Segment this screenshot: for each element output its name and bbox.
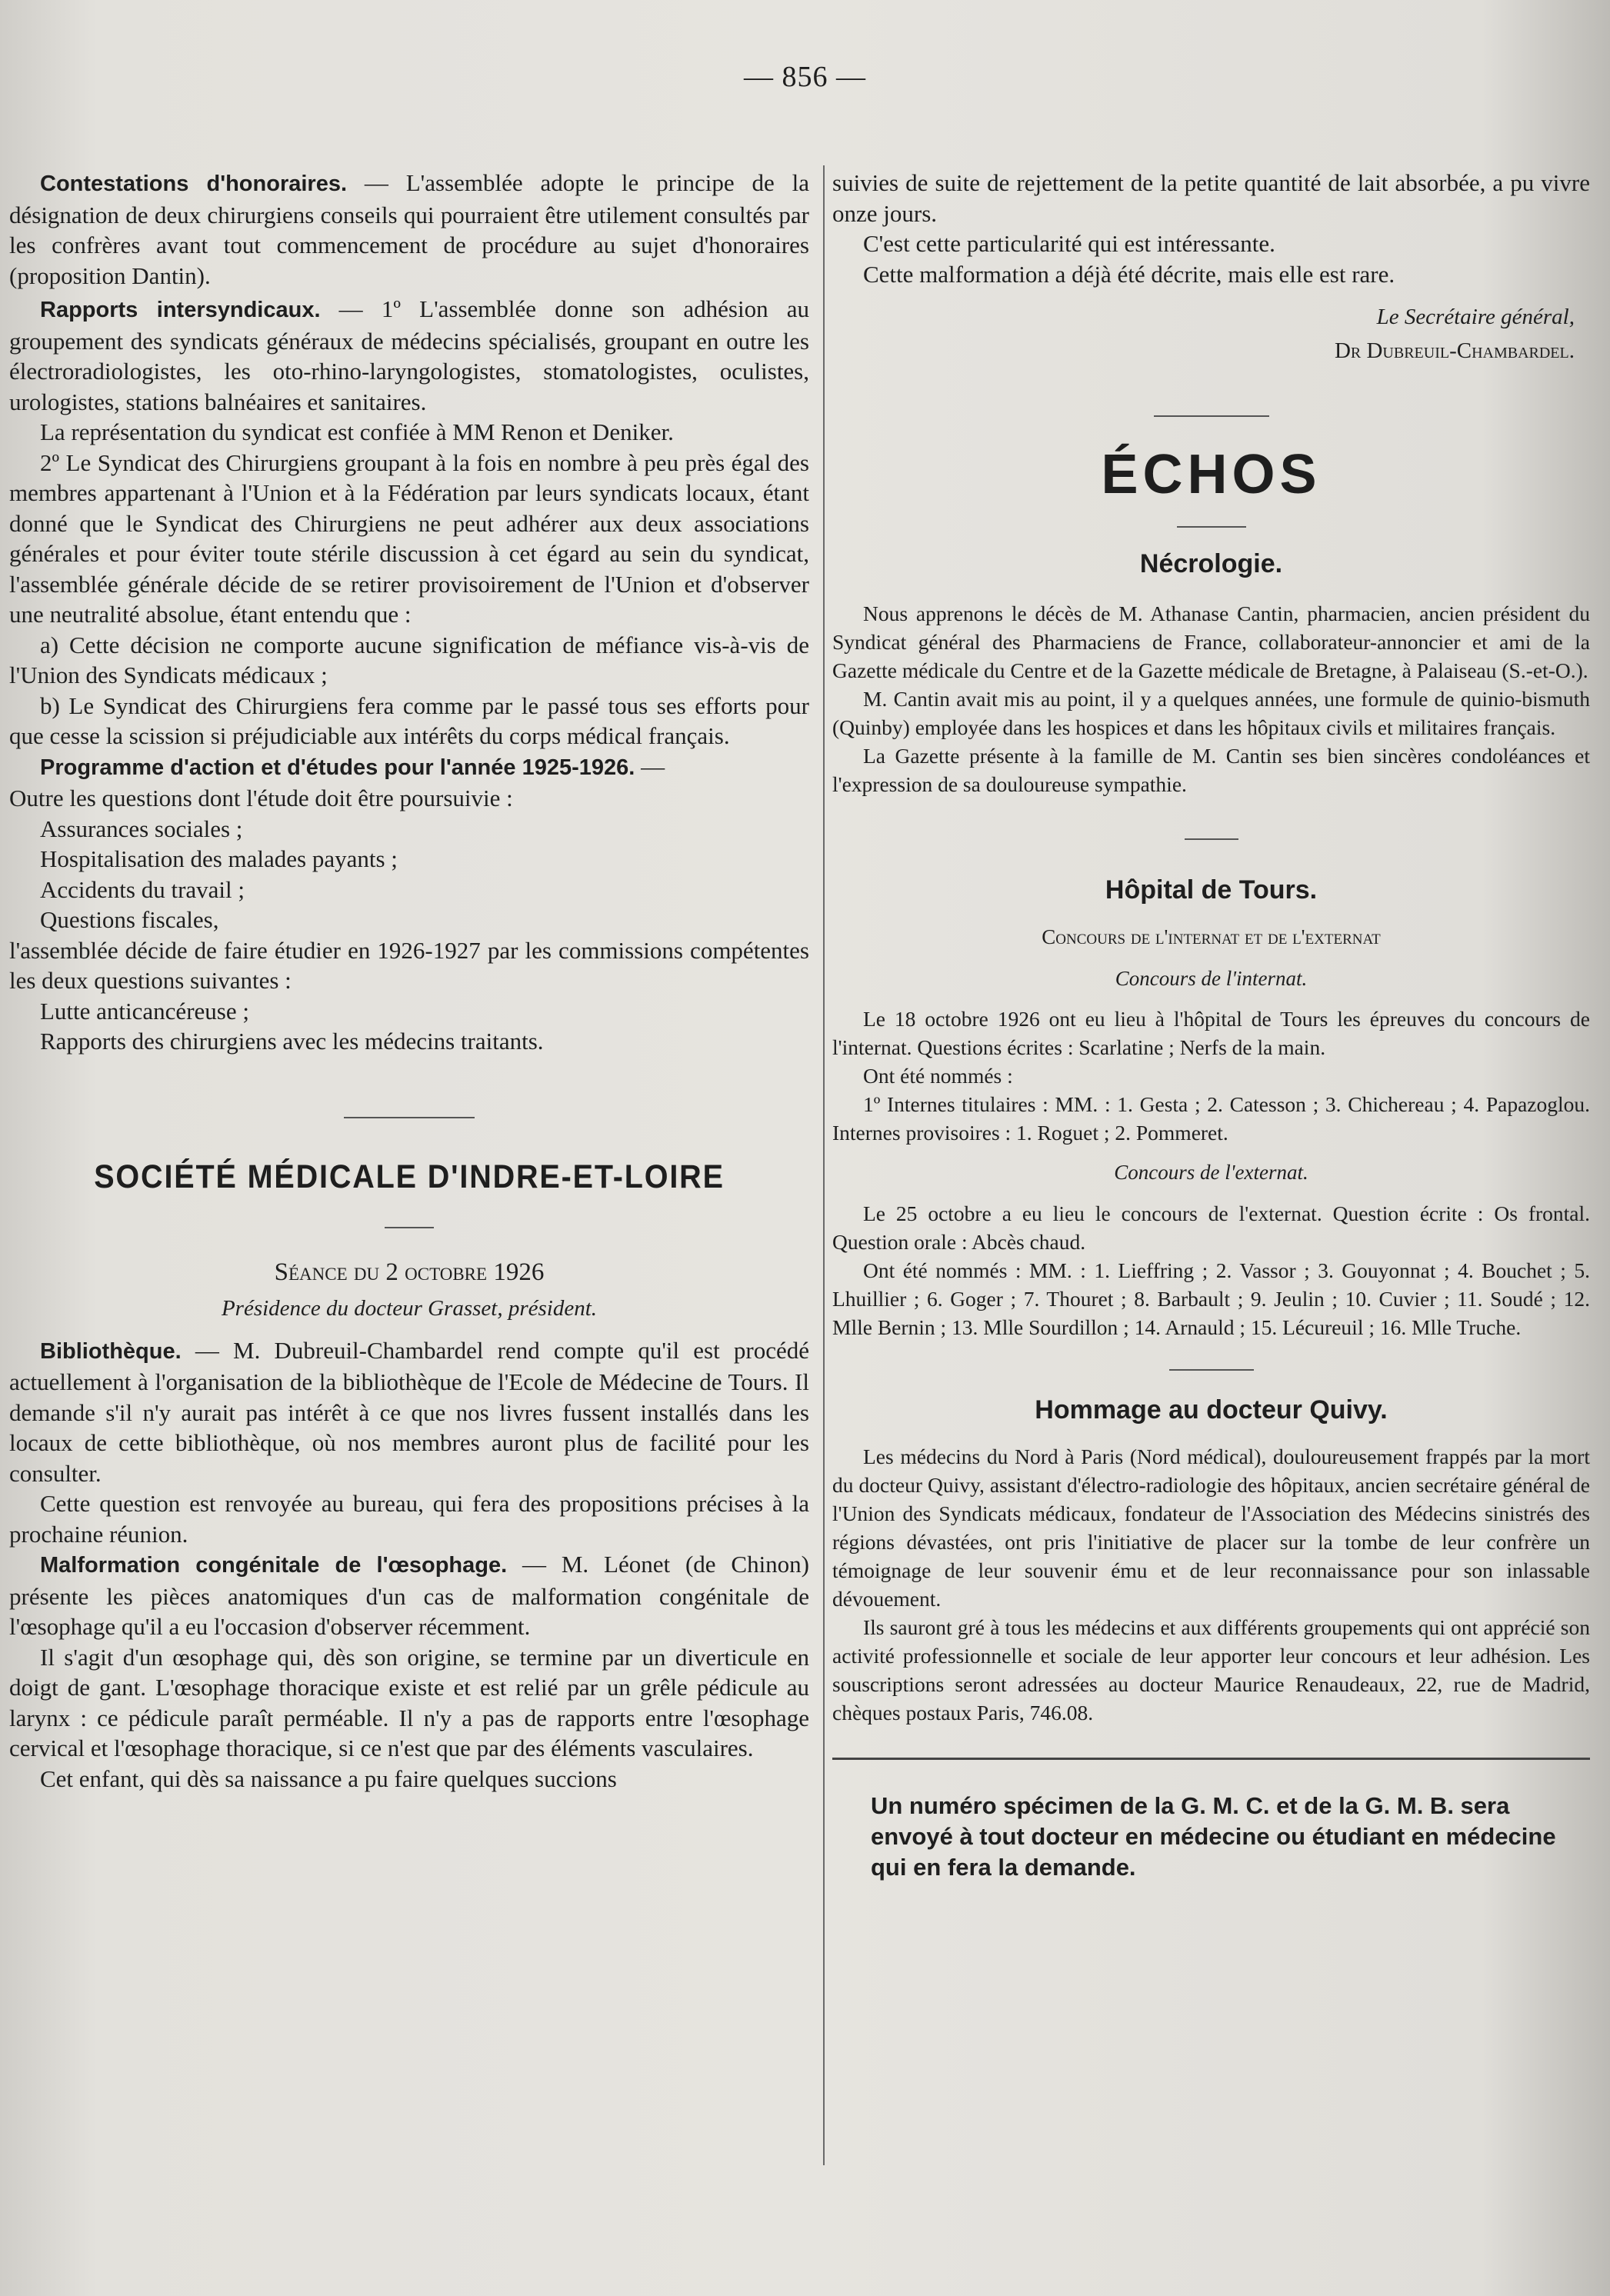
- internat-subtitle: Concours de l'internat.: [1115, 966, 1308, 990]
- specimen-notice: [832, 1791, 1590, 1883]
- section-rule: [1154, 415, 1269, 417]
- paragraph: a) Cette décision ne comporte aucune signification de méfiance vis-à-vis de l'Union des Syndicats médicaux ;: [9, 631, 809, 688]
- paragraph: Les médecins du Nord à Paris (Nord médical), douloureusement frappés par la mort du docteur Quivy, assistant d'électro-radiologie des hôpitaux, ancien secrétaire général de l'Union des Syndicats médicaux, fondateur de l'Association des Médecins sinistrés des régions dévastées, ont pris l'initiative de placer sur la tombe de leur confrère un témoignage de leur souvenir ému et de leur reconnaissance pour son inlassable dévouement.: [832, 1444, 1590, 1611]
- concours-title: Concours de l'internat et de l'externat: [1042, 925, 1381, 948]
- hommage-body: [832, 1442, 1590, 1727]
- paragraph: 1º Internes titulaires : MM. : 1. Gesta ; 2. Catesson ; 3. Chichereau ; 4. Papazoglou. Internes provisoires : 1. Roguet ; 2. Pommeret.: [832, 1092, 1590, 1145]
- list-item: Accidents du travail ;: [40, 875, 245, 903]
- necrologie-body: [832, 599, 1590, 798]
- list-item: Hospitalisation des malades payants ;: [40, 845, 398, 872]
- echos-title: ÉCHOS: [1101, 444, 1322, 505]
- paragraph: Le 18 octobre 1926 ont eu lieu à l'hôpital de Tours les épreuves du concours de l'internat. Questions écrites : Scarlatine ; Nerfs de la main.: [832, 1007, 1590, 1059]
- run-in-heading: Contestations d'honoraires.: [40, 172, 348, 196]
- run-in-heading: Rapports intersyndicaux.: [40, 298, 321, 322]
- right-column: [832, 168, 1590, 1883]
- column-divider: [823, 165, 825, 2165]
- notice-text: Un numéro spécimen de la G. M. C. et de la G. M. B. sera envoyé à tout docteur en médecine ou étudiant en médecine qui en fera la demande.: [871, 1791, 1556, 1881]
- paragraph-programme: Programme d'action et d'études pour l'année 1925-1926. —: [40, 752, 665, 780]
- list-item: Rapports des chirurgiens avec les médecins traitants.: [40, 1028, 544, 1055]
- paragraph: b) Le Syndicat des Chirurgiens fera comme par le passé tous ses efforts pour que cesse la scission si préjudiciable aux intérêts du corps médical français.: [9, 691, 809, 749]
- society-title: SOCIÉTÉ MÉDICALE D'INDRE-ET-LOIRE: [94, 1158, 725, 1195]
- list-item: Lutte anticancéreuse ;: [40, 997, 249, 1025]
- section-rule: [1169, 1369, 1254, 1371]
- section-rule: [1185, 838, 1238, 840]
- notice-rule: [832, 1758, 1590, 1760]
- list-item: Questions fiscales,: [40, 906, 219, 933]
- title-rule: [385, 1227, 434, 1228]
- paragraph-bibliotheque: Bibliothèque. — M. Dubreuil-Chambardel rend compte qu'il est procédé actuellement à l'organisation de la bibliothèque de l'Ecole de Médecine de Tours. Il demande s'il n'y aurait pas intérêt à ce que nos livres fussent installés dans les locaux de cette bibliothèque, où nos membres auront plus de facilité pour les consulter.: [9, 1336, 809, 1487]
- paragraph: La représentation du syndicat est confiée à MM Renon et Deniker.: [40, 418, 674, 445]
- paragraph-malformation: Malformation congénitale de l'œsophage. — M. Léonet (de Chinon) présente les pièces anatomiques d'un cas de malformation congénitale de l'œsophage qu'il a eu l'occasion d'observer récemment.: [9, 1551, 810, 1640]
- paragraph: Cette question est renvoyée au bureau, qui fera des propositions précises à la prochaine réunion.: [9, 1490, 809, 1548]
- signature-name: Dr Dubreuil-Chambardel.: [1334, 338, 1575, 363]
- presidence-line: Présidence du docteur Grasset, président.: [221, 1296, 598, 1321]
- internat-body: [832, 1005, 1590, 1147]
- hommage-title: Hommage au docteur Quivy.: [1035, 1395, 1388, 1425]
- paragraph: Le 25 octobre a eu lieu le concours de l'externat. Question écrite : Os frontal. Question orale : Abcès chaud.: [832, 1201, 1590, 1254]
- page-number: — 856 —: [744, 61, 866, 93]
- paragraph: suivies de suite de rejettement de la petite quantité de lait absorbée, a pu vivre onze jours.: [832, 169, 1590, 227]
- left-column: [9, 168, 809, 1794]
- paragraph: Ils sauront gré à tous les médecins et aux différents groupements qui ont apprécié son activité professionnelle et sociale de leur apporter leur concours et leur adhésion. Les souscriptions seront adressées au docteur Maurice Renaudeaux, 22, rue de Madrid, chèques postaux Paris, 746.08.: [832, 1615, 1590, 1724]
- paragraph: Nous apprenons le décès de M. Athanase Cantin, pharmacien, ancien président du Syndicat général des Pharmaciens de France, collaborateur-annoncier et ami de la Gazette médicale du Centre et de la Gazette médicale de Bretagne, à Palaiseau (S.-et-O.).: [832, 601, 1590, 682]
- signature-title: Le Secrétaire général,: [1376, 305, 1575, 329]
- paragraph: Cette malformation a déjà été décrite, mais elle est rare.: [863, 260, 1395, 288]
- seance-date: Séance du 2 octobre 1926: [274, 1258, 545, 1286]
- run-in-heading: Malformation congénitale de l'œsophage.: [40, 1553, 508, 1578]
- run-in-heading: Programme d'action et d'études pour l'année 1925-1926.: [40, 755, 635, 780]
- paragraph: C'est cette particularité qui est intéressante.: [863, 230, 1275, 257]
- section-rule: [344, 1117, 475, 1118]
- paragraph: M. Cantin avait mis au point, il y a quelques années, une formule de quinio-bismuth (Quinby) employée dans les hospices et dans les hôpitaux civils et militaires français.: [832, 687, 1590, 739]
- externat-body: [832, 1199, 1590, 1341]
- paragraph: Outre les questions dont l'étude doit être poursuivie :: [9, 785, 513, 811]
- paragraph: l'assemblée décide de faire étudier en 1926-1927 par les commissions compétentes les deux questions suivantes :: [9, 936, 809, 994]
- paragraph: Ont été nommés : MM. : 1. Lieffring ; 2. Vassor ; 3. Gouyonnat ; 4. Bouchet ; 5. Lhuillier ; 6. Goger ; 7. Thouret ; 8. Barbault ; 9. Jeulin ; 10. Cuvier ; 11. Soudé ; 12. Mlle Bernin ; 13. Mlle Sourdillon ; 14. Arnauld ; 15. Lécureuil ; 16. Mlle Truche.: [832, 1258, 1590, 1339]
- list-item: Assurances sociales ;: [40, 815, 243, 842]
- paragraph: La Gazette présente à la famille de M. Cantin ses bien sincères condoléances et l'expression de sa douloureuse sympathie.: [832, 744, 1590, 796]
- paragraph: Il s'agit d'un œsophage qui, dès son origine, se termine par un diverticule en doigt de gant. L'œsophage thoracique existe et est relié par un grêle pédicule au larynx : ce pédicule paraît perméable. Il n'y a pas de rapports entre l'œsophage cervical et l'œsophage thoracique, si ce n'est que par des éléments vasculaires.: [9, 1643, 809, 1761]
- paragraph-rapports: Rapports intersyndicaux. — 1º L'assemblée donne son adhésion au groupement des syndicats généraux de médecins spécialisés, groupant en outre les électroradiologistes, les oto-rhino-laryngologistes, stomatologistes, oculistes, urologistes, stations balnéaires et sanitaires.: [9, 295, 809, 415]
- paragraph: Ont été nommés :: [863, 1064, 1013, 1088]
- paragraph: Cet enfant, qui dès sa naissance a pu faire quelques succions: [40, 1764, 617, 1792]
- title-rule: [1177, 526, 1246, 528]
- necrologie-title: Nécrologie.: [1139, 549, 1283, 578]
- paragraph-contestations: Contestations d'honoraires. — L'assemblée adopte le principe de la désignation de deux chirurgiens conseils qui pourraient être utilement consultés par les confrères avant tout commencement de procédure au sujet d'honoraires (proposition Dantin).: [9, 169, 809, 289]
- externat-subtitle: Concours de l'externat.: [1114, 1161, 1308, 1184]
- run-in-heading: Bibliothèque.: [40, 1338, 182, 1364]
- paragraph: 2º Le Syndicat des Chirurgiens groupant à la fois en nombre à peu près égal des membres appartenant à l'Union et à la Fédération par leurs syndicats locaux, étant donné que le Syndicat des Chirurgiens ne peut adhérer aux deux associations générales et pour éviter toute stérile discussion à cet égard au sein du syndicat, l'assemblée générale décide de se retirer provisoirement de l'Union et d'observer une neutralité absolue, étant entendu que :: [9, 448, 809, 628]
- hopital-title: Hôpital de Tours.: [1105, 875, 1318, 905]
